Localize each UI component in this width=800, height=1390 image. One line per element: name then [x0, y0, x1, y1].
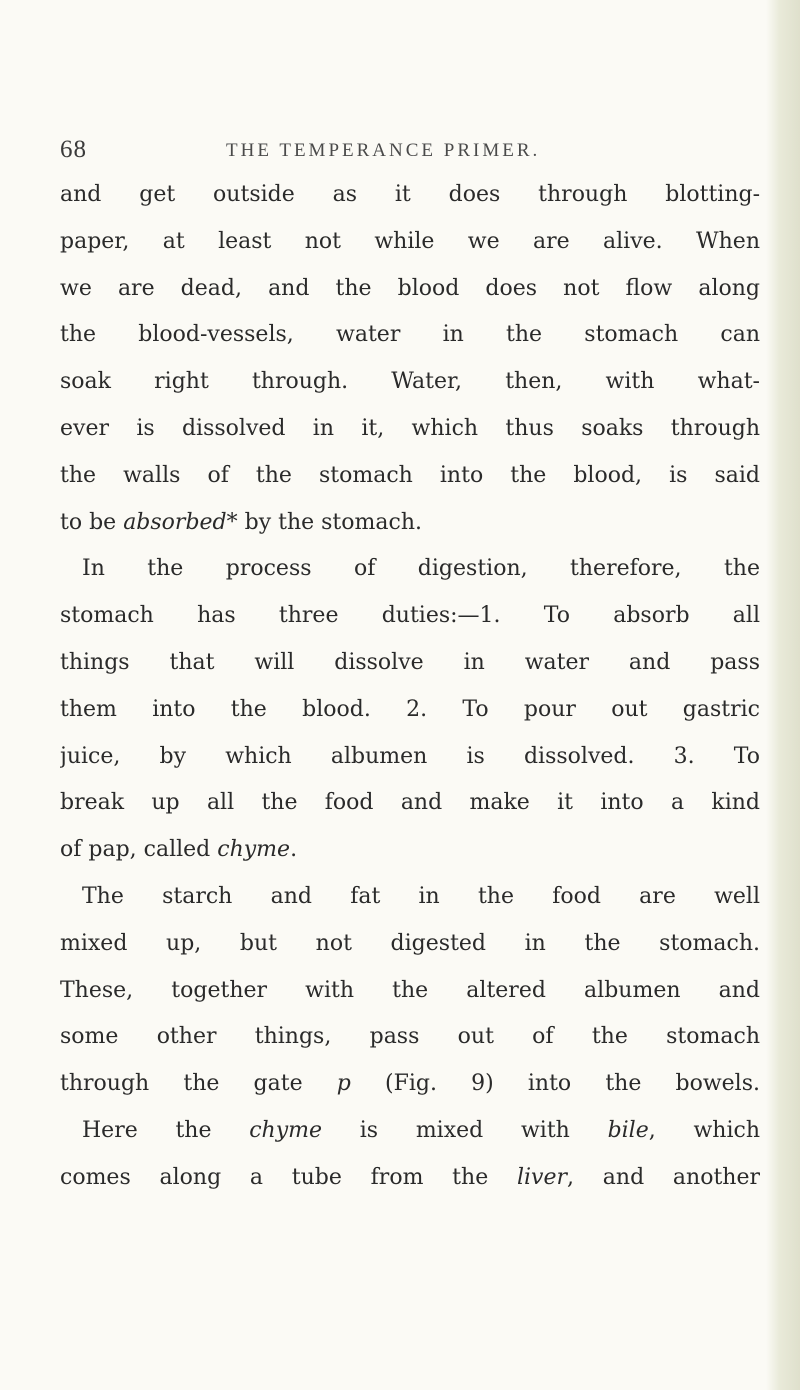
text-line-13: juice, by which albumen is dissolved. 3. To: [60, 743, 760, 769]
text-line-12: them into the blood. 2. To pour out gastric: [60, 696, 760, 722]
text-line-7: the walls of the stomach into the blood, is said: [60, 462, 760, 488]
italic-term-chyme: chyme: [217, 837, 291, 863]
text-line-15: of pap, called chyme.: [60, 837, 298, 863]
page-number: 68: [60, 136, 87, 163]
text-line-18: These, together with the altered albumen and: [60, 977, 760, 1003]
italic-term-absorbed: absorbed*: [123, 509, 238, 535]
text-line-16: The starch and fat in the food are well: [82, 883, 760, 909]
text-line-4: the blood-vessels, water in the stomach can: [60, 322, 760, 348]
text-line-5: soak right through. Water, then, with what-: [60, 369, 760, 395]
running-head: [60, 136, 760, 170]
text-line-6: ever is dissolved in it, which thus soaks through: [60, 415, 760, 441]
text-line-14: break up all the food and make it into a kind: [60, 790, 760, 816]
text-line-8: to be absorbed* by the stomach.: [60, 509, 422, 535]
italic-term-bile: bile: [607, 1117, 649, 1143]
page-edge-shadow: [766, 0, 800, 1390]
text-line-11: things that will dissolve in water and pass: [60, 649, 760, 675]
text-line-9: In the process of digestion, therefore, the: [82, 556, 760, 582]
text-line-22: comes along a tube from the liver, and another: [60, 1164, 760, 1190]
body-text: [60, 172, 760, 1202]
text-line-1: and get outside as it does through blotting-: [60, 182, 760, 207]
text-line-20: through the gate p (Fig. 9) into the bowels.: [60, 1071, 760, 1097]
italic-term-p: p: [336, 1071, 351, 1097]
text-line-17: mixed up, but not digested in the stomach.: [60, 930, 760, 956]
text-line-19: some other things, pass out of the stomach: [60, 1024, 760, 1050]
italic-term-liver: liver: [516, 1164, 568, 1190]
text-line-10: stomach has three duties:—1. To absorb all: [60, 603, 760, 629]
text-line-2: paper, at least not while we are alive. When: [60, 228, 760, 254]
italic-term-chyme-2: chyme: [249, 1117, 323, 1143]
text-line-21: Here the chyme is mixed with bile, which: [82, 1117, 760, 1143]
text-line-3: we are dead, and the blood does not flow along: [60, 275, 760, 301]
running-title: THE TEMPERANCE PRIMER.: [226, 140, 541, 161]
